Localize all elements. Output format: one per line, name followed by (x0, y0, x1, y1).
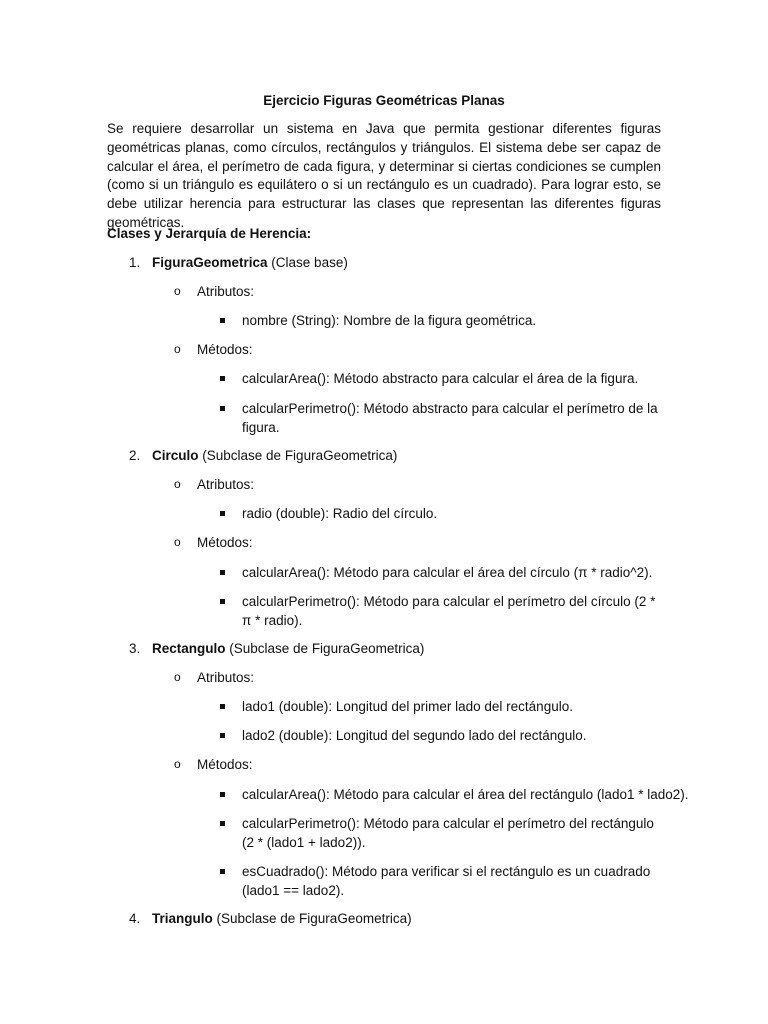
class-heading-triangulo (152, 909, 412, 928)
class-desc: (Clase base) (267, 255, 348, 270)
atributos-label: Atributos: (197, 670, 255, 685)
list-item: calcularPerimetro(): Método para calcular el perímetro del círculo (2 * π * radio). (242, 594, 656, 628)
list-item: radio (double): Radio del círculo. (242, 506, 438, 521)
circle-bullet-icon: o (174, 670, 181, 684)
square-bullet-icon (220, 599, 225, 604)
square-bullet-icon (220, 733, 225, 738)
circle-bullet-icon: o (174, 477, 181, 491)
square-bullet-icon (220, 869, 225, 874)
class-desc: (Subclase de FiguraGeometrica) (198, 448, 398, 463)
square-bullet-icon (220, 318, 225, 323)
square-bullet-icon (220, 821, 225, 826)
atributos-label: Atributos: (197, 284, 255, 299)
circle-bullet-icon: o (174, 284, 181, 298)
metodos-label: Métodos: (197, 535, 253, 550)
list-item: calcularPerimetro(): Método para calcular el perímetro del rectángulo (2 * (lado1 + lado2)). (242, 816, 654, 850)
square-bullet-icon (220, 792, 225, 797)
list-number: 4. (129, 911, 141, 926)
class-name: FiguraGeometrica (152, 255, 268, 270)
list-item: nombre (String): Nombre de la figura geométrica. (242, 313, 537, 328)
square-bullet-icon (220, 704, 225, 709)
atributos-label: Atributos: (197, 477, 255, 492)
class-heading-circulo (152, 446, 397, 465)
list-item: calcularPerimetro(): Método abstracto para calcular el perímetro de la figura. (242, 401, 658, 435)
class-name: Triangulo (152, 911, 213, 926)
class-desc: (Subclase de FiguraGeometrica) (212, 911, 412, 926)
square-bullet-icon (220, 570, 225, 575)
square-bullet-icon (220, 376, 225, 381)
document-title: Ejercicio Figuras Geométricas Planas (263, 93, 505, 108)
list-item: calcularArea(): Método para calcular el área del círculo (π * radio^2). (242, 565, 653, 580)
class-heading-figurageometrica (152, 253, 348, 272)
circle-bullet-icon: o (174, 342, 181, 356)
intro-paragraph: Se requiere desarrollar un sistema en Java que permita gestionar diferentes figuras geométricas planas, como círculos, rectángulos y triángulos. El sistema debe ser capaz de calcular el área, el perímetro de cada figura, y determinar si ciertas condiciones se cumplen (como si un triángulo es equilátero o si un rectángulo es un cuadrado). Para lograr esto, se debe utilizar herencia para estructurar las clases que representan las diferentes figuras geométricas. (107, 121, 661, 230)
class-name: Circulo (152, 448, 199, 463)
list-number: 2. (129, 448, 141, 463)
list-item: calcularArea(): Método para calcular el área del rectángulo (lado1 * lado2). (242, 787, 689, 802)
circle-bullet-icon: o (174, 535, 181, 549)
list-number: 3. (129, 641, 141, 656)
list-item: lado1 (double): Longitud del primer lado del rectángulo. (242, 699, 573, 714)
metodos-label: Métodos: (197, 342, 253, 357)
class-name: Rectangulo (152, 641, 226, 656)
list-item: lado2 (double): Longitud del segundo lado del rectángulo. (242, 728, 587, 743)
list-item: esCuadrado(): Método para verificar si el rectángulo es un cuadrado (lado1 == lado2). (242, 864, 651, 898)
list-item: calcularArea(): Método abstracto para calcular el área de la figura. (242, 371, 639, 386)
class-heading-rectangulo (152, 639, 424, 658)
square-bullet-icon (220, 511, 225, 516)
square-bullet-icon (220, 406, 225, 411)
section-heading: Clases y Jerarquía de Herencia: (107, 226, 312, 241)
circle-bullet-icon: o (174, 757, 181, 771)
metodos-label: Métodos: (197, 757, 253, 772)
list-number: 1. (129, 255, 141, 270)
class-desc: (Subclase de FiguraGeometrica) (225, 641, 425, 656)
